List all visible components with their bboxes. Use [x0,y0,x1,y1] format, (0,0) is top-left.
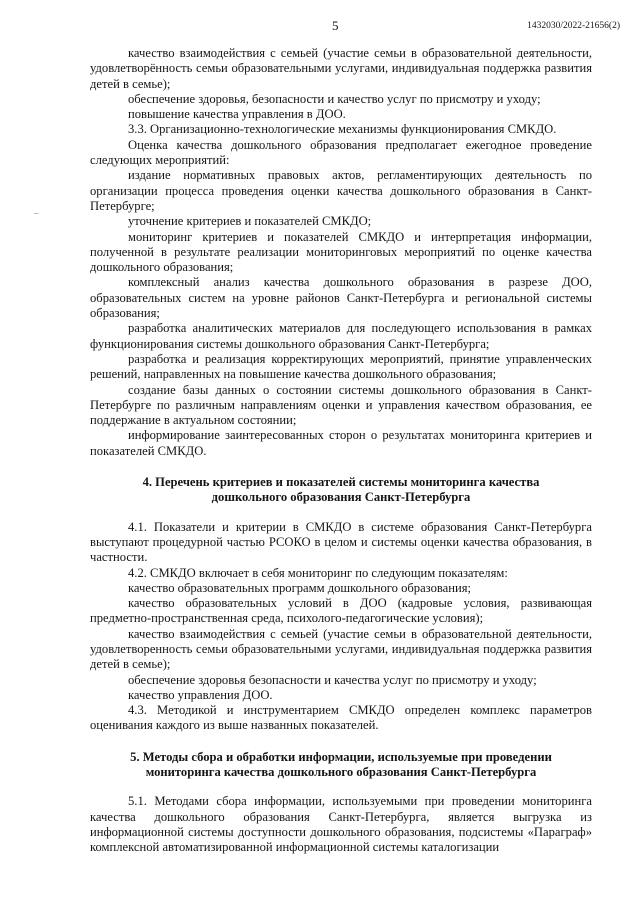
paragraph: комплексный анализ качества дошкольного образования в разрезе ДОО, образовательных систем на уровне районов Санкт-Петербурга и региональной системы образования; [90,275,592,321]
document-body [90,46,592,856]
paragraph: обеспечение здоровья безопасности и качества услуг по присмотру и уходу; [128,672,537,687]
page-number: 5 [332,18,339,33]
paragraph: качество образовательных программ дошкольного образования; [128,580,472,595]
paragraph: 4.1. Показатели и критерии в СМКДО в системе образования Санкт-Петербурга выступают процедурной частью РСОКО в целом и системы оценки качества образования, в частности. [90,519,592,565]
section-5-heading-line-1: 5. Методы сбора и обработки информации, используемые при проведении [130,749,552,764]
paragraph: разработка и реализация корректирующих мероприятий, принятие управленческих решений, направленных на повышение качества дошкольного образования; [90,351,592,382]
paragraph: разработка аналитических материалов для последующего использования в рамках функционирования системы дошкольного образования Санкт-Петербурга; [90,321,592,351]
paragraph: информирование заинтересованных сторон о результатах мониторинга критериев и показателей СМКДО. [90,428,592,458]
paragraph: 3.3. Организационно-технологические механизмы функционирования СМКДО. [128,122,557,137]
paragraph: Оценка качества дошкольного образования предполагает ежегодное проведение следующих мероприятий: [90,137,592,168]
margin-mark: – [34,208,39,218]
paragraph: 4.2. СМКДО включает в себя мониторинг по следующим показателям: [128,565,508,580]
paragraph: создание базы данных о состоянии системы дошкольного образования в Санкт-Петербурге по различным направлениям оценки и управления качеством образования, ее поддержание в актуальном состоянии; [90,382,592,428]
paragraph: уточнение критериев и показателей СМКДО; [128,214,372,229]
paragraph: повышение качества управления в ДОО. [128,107,346,122]
paragraph: качество управления ДОО. [128,687,273,702]
section-5-heading-line-2: мониторинга качества дошкольного образования Санкт-Петербурга [145,765,537,780]
paragraph: качество взаимодействия с семьей (участие семьи в образовательной деятельности, удовлетворённость семьи образовательными услугами, индивидуальная поддержка развития детей в семье); [90,46,592,91]
section-4-heading-line-2: дошкольного образования Санкт-Петербурга [211,490,471,505]
section-5-heading [90,750,592,781]
document-id: 1432030/2022-21656(2) [527,21,620,31]
paragraph: мониторинг критериев и показателей СМКДО и интерпретация информации, полученной в результате реализации мониторинговых мероприятий по оценке качества дошкольного образования; [90,229,592,275]
paragraph: обеспечение здоровья, безопасности и качество услуг по присмотру и уходу; [128,91,541,106]
paragraph: 4.3. Методикой и инструментарием СМКДО определен комплекс параметров оценивания каждого из выше названных показателей. [90,703,592,733]
paragraph: качество образовательных условий в ДОО (кадровые условия, развивающая предметно-пространственная среда, психолого-педагогические условия); [90,596,592,626]
section-4-heading-line-1: 4. Перечень критериев и показателей системы мониторинга качества [142,475,540,490]
paragraph: 5.1. Методами сбора информации, используемыми при проведении мониторинга качества дошкольного образования Санкт-Петербурга, является выгрузка из информационной системы доступности дошкольного образования, подсистемы «Параграф» комплексной автоматизированной информационной системы каталогизации [90,794,592,855]
paragraph: качество взаимодействия с семьей (участие семьи в образовательной деятельности, удовлетворенность семьи образовательными услугами, индивидуальная поддержка развития детей в семье); [90,626,592,672]
section-4-heading [90,475,592,506]
paragraph: издание нормативных правовых актов, регламентирующих деятельность по организации процесса проведения оценки качества дошкольного образования в Санкт-Петербурге; [90,168,592,213]
